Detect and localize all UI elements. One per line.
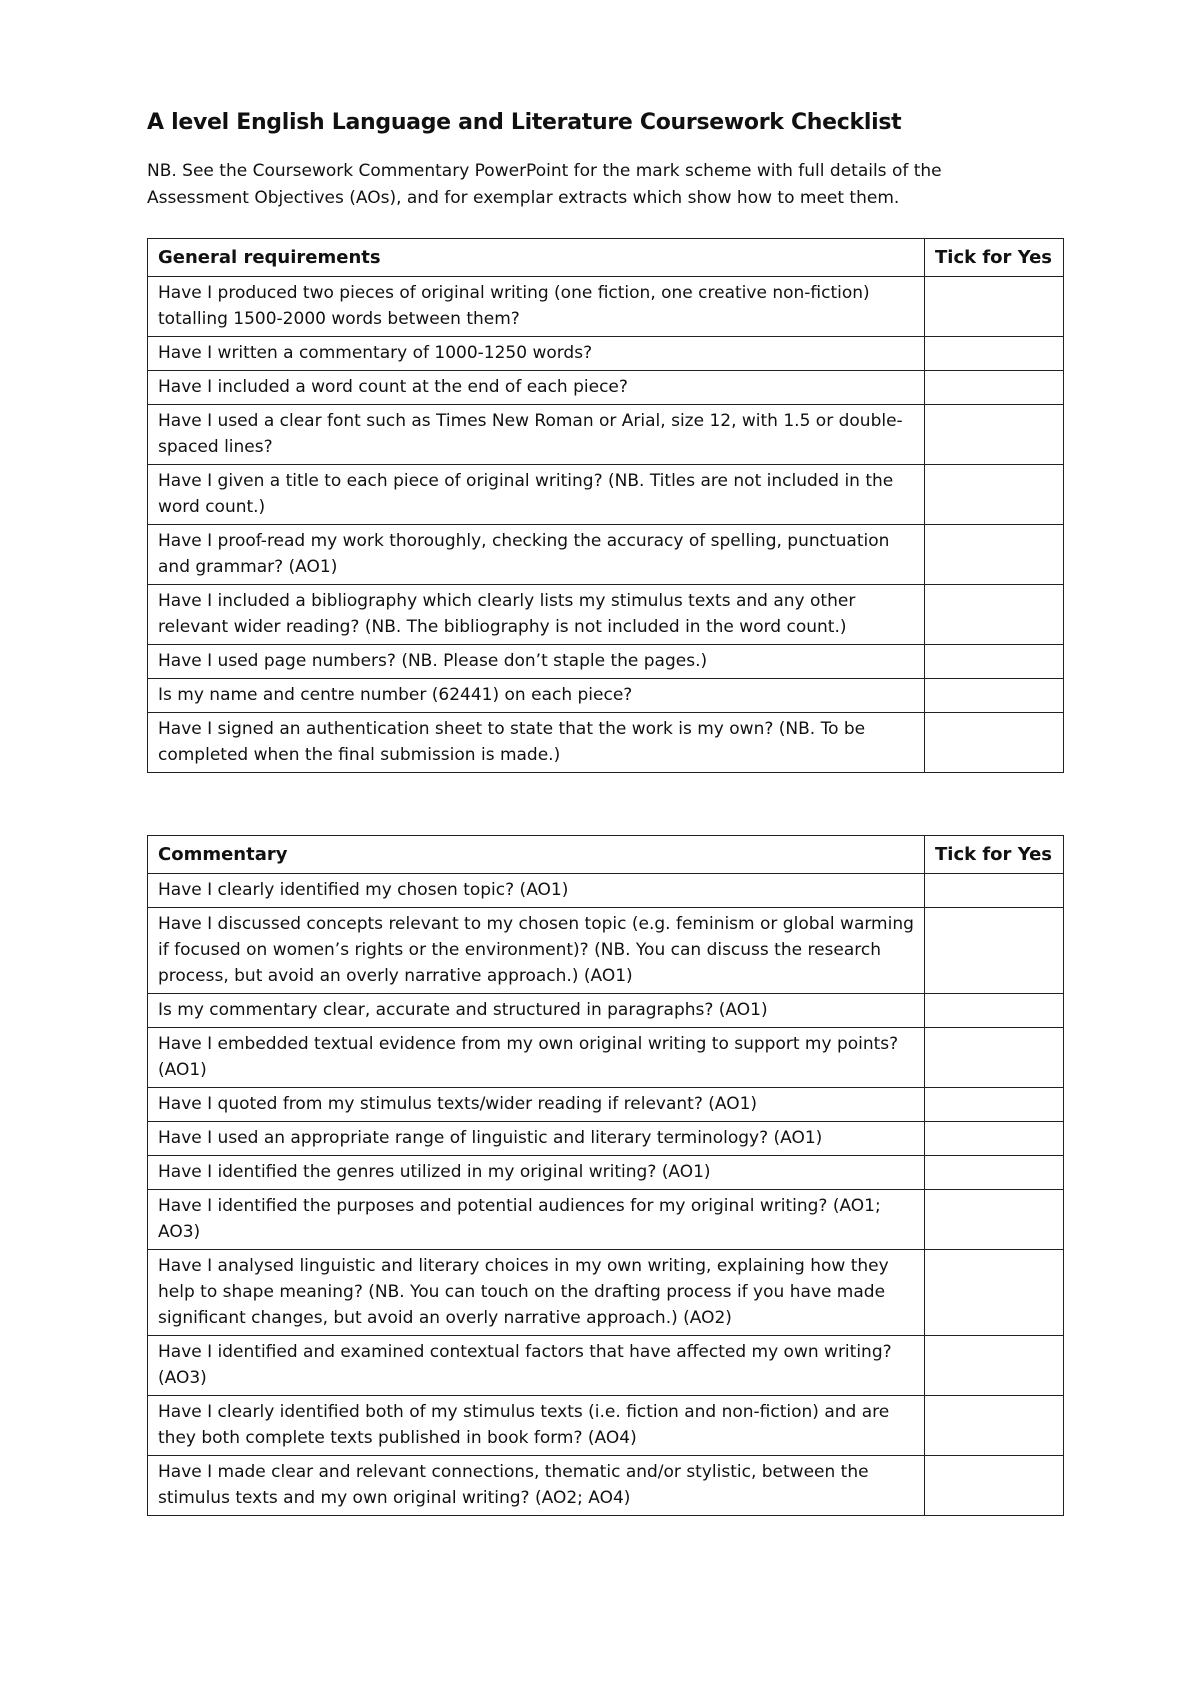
table-row [148, 1456, 1064, 1516]
tick-cell[interactable] [925, 371, 1064, 405]
table-row [148, 405, 1064, 465]
question-cell: Have I given a title to each piece of original writing? (NB. Titles are not included in the word count.) [148, 465, 925, 525]
table-row [148, 277, 1064, 337]
question-cell: Have I quoted from my stimulus texts/wider reading if relevant? (AO1) [148, 1088, 925, 1122]
question-cell: Have I signed an authentication sheet to state that the work is my own? (NB. To be completed when the final submission is made.) [148, 713, 925, 773]
tick-for-yes-header: Tick for Yes [925, 239, 1064, 277]
question-cell: Have I produced two pieces of original writing (one fiction, one creative non-fiction) totalling 1500-2000 words between them? [148, 277, 925, 337]
question-cell: Have I included a bibliography which clearly lists my stimulus texts and any other relevant wider reading? (NB. The bibliography is not included in the word count.) [148, 585, 925, 645]
question-cell: Have I embedded textual evidence from my own original writing to support my points? (AO1) [148, 1028, 925, 1088]
table-header-row [148, 239, 1064, 277]
tick-cell[interactable] [925, 1456, 1064, 1516]
question-cell: Is my commentary clear, accurate and structured in paragraphs? (AO1) [148, 994, 925, 1028]
table-row [148, 1190, 1064, 1250]
tick-cell[interactable] [925, 337, 1064, 371]
tick-cell[interactable] [925, 1396, 1064, 1456]
table-row [148, 1088, 1064, 1122]
question-cell: Have I analysed linguistic and literary choices in my own writing, explaining how they help to shape meaning? (NB. You can touch on the drafting process if you have made significant changes, but avoid an overly narrative approach.) (AO2) [148, 1250, 925, 1336]
tick-cell[interactable] [925, 277, 1064, 337]
table-row [148, 1122, 1064, 1156]
question-cell: Have I included a word count at the end of each piece? [148, 371, 925, 405]
table-row [148, 1250, 1064, 1336]
tick-cell[interactable] [925, 1088, 1064, 1122]
tick-cell[interactable] [925, 874, 1064, 908]
page-title: A level English Language and Literature Coursework Checklist [147, 110, 902, 135]
question-cell: Have I clearly identified my chosen topic? (AO1) [148, 874, 925, 908]
question-cell: Have I made clear and relevant connections, thematic and/or stylistic, between the stimulus texts and my own original writing? (AO2; AO4) [148, 1456, 925, 1516]
tick-cell[interactable] [925, 1122, 1064, 1156]
question-cell: Have I identified the purposes and potential audiences for my original writing? (AO1; AO3) [148, 1190, 925, 1250]
table-row [148, 585, 1064, 645]
tick-for-yes-header: Tick for Yes [925, 836, 1064, 874]
table-row [148, 874, 1064, 908]
table-row [148, 713, 1064, 773]
question-cell: Have I clearly identified both of my stimulus texts (i.e. fiction and non-fiction) and are they both complete texts published in book form? (AO4) [148, 1396, 925, 1456]
question-cell: Have I identified and examined contextual factors that have affected my own writing? (AO3) [148, 1336, 925, 1396]
question-cell: Is my name and centre number (62441) on each piece? [148, 679, 925, 713]
general-requirements-header: General requirements [148, 239, 925, 277]
tick-cell[interactable] [925, 1190, 1064, 1250]
table-row [148, 908, 1064, 994]
tick-cell[interactable] [925, 585, 1064, 645]
question-cell: Have I used an appropriate range of linguistic and literary terminology? (AO1) [148, 1122, 925, 1156]
table-row [148, 994, 1064, 1028]
question-cell: Have I proof-read my work thoroughly, checking the accuracy of spelling, punctuation and grammar? (AO1) [148, 525, 925, 585]
table-row [148, 1156, 1064, 1190]
question-cell: Have I written a commentary of 1000-1250 words? [148, 337, 925, 371]
commentary-header: Commentary [148, 836, 925, 874]
question-cell: Have I identified the genres utilized in my original writing? (AO1) [148, 1156, 925, 1190]
tick-cell[interactable] [925, 679, 1064, 713]
tick-cell[interactable] [925, 645, 1064, 679]
table-row [148, 371, 1064, 405]
tick-cell[interactable] [925, 1336, 1064, 1396]
tick-cell[interactable] [925, 994, 1064, 1028]
tick-cell[interactable] [925, 1028, 1064, 1088]
table-row [148, 1336, 1064, 1396]
tick-cell[interactable] [925, 1250, 1064, 1336]
tick-cell[interactable] [925, 1156, 1064, 1190]
intro-note: NB. See the Coursework Commentary PowerPoint for the mark scheme with full details of the Assessment Objectives (AOs), and for exemplar extracts which show how to meet them. [147, 161, 942, 208]
commentary-table [147, 835, 1064, 1516]
tick-cell[interactable] [925, 405, 1064, 465]
table-row [148, 525, 1064, 585]
question-cell: Have I used page numbers? (NB. Please don’t staple the pages.) [148, 645, 925, 679]
tick-cell[interactable] [925, 465, 1064, 525]
table-row [148, 645, 1064, 679]
tick-cell[interactable] [925, 908, 1064, 994]
tick-cell[interactable] [925, 525, 1064, 585]
question-cell: Have I used a clear font such as Times New Roman or Arial, size 12, with 1.5 or double-spaced lines? [148, 405, 925, 465]
tick-cell[interactable] [925, 713, 1064, 773]
table-header-row [148, 836, 1064, 874]
table-row [148, 1028, 1064, 1088]
table-row [148, 1396, 1064, 1456]
question-cell: Have I discussed concepts relevant to my chosen topic (e.g. feminism or global warming if focused on women’s rights or the environment)? (NB. You can discuss the research process, but avoid an overly narrative approach.) (AO1) [148, 908, 925, 994]
table-row [148, 679, 1064, 713]
general-requirements-table [147, 238, 1064, 773]
table-row [148, 465, 1064, 525]
table-row [148, 337, 1064, 371]
